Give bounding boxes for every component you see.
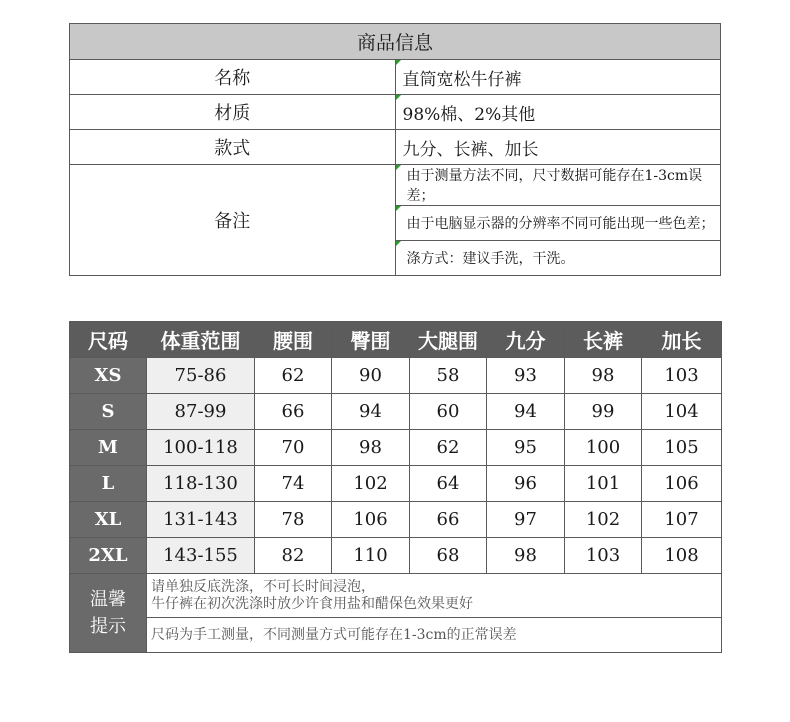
info-row-material	[70, 95, 721, 130]
hip-cell: 102	[332, 466, 410, 502]
size-cell: XL	[70, 502, 147, 538]
cropped-length-cell: 98	[487, 538, 565, 574]
hip-cell: 94	[332, 394, 410, 430]
product-info-table	[69, 23, 721, 276]
column-header: 腰围	[255, 322, 332, 358]
note-washing: 涤方式：建议手洗，干洗。	[395, 241, 721, 276]
long-length-cell: 102	[565, 502, 642, 538]
weight-cell: 87-99	[147, 394, 255, 430]
size-chart-header-row	[70, 322, 722, 358]
material-label: 材质	[70, 95, 396, 130]
comment-marker-icon	[396, 95, 401, 100]
tip-washing-line-2: 牛仔裤在初次洗涤时放少许食用盐和醋保色效果更好	[151, 595, 473, 612]
column-header: 九分	[487, 322, 565, 358]
cropped-length-cell: 93	[487, 358, 565, 394]
weight-cell: 100-118	[147, 430, 255, 466]
extra-long-length-cell: 106	[642, 466, 722, 502]
hip-cell: 110	[332, 538, 410, 574]
hip-cell: 106	[332, 502, 410, 538]
waist-cell: 78	[255, 502, 332, 538]
note-measurement: 由于测量方法不同，尺寸数据可能存在1-3cm误差；	[395, 165, 721, 206]
long-length-cell: 100	[565, 430, 642, 466]
info-row-style	[70, 130, 721, 165]
size-chart-table	[69, 321, 722, 653]
long-length-cell: 103	[565, 538, 642, 574]
product-info-title: 商品信息	[70, 24, 721, 60]
long-length-cell: 99	[565, 394, 642, 430]
table-row	[70, 430, 722, 466]
notes-label: 备注	[70, 165, 396, 276]
size-cell: S	[70, 394, 147, 430]
comment-marker-icon	[396, 60, 401, 65]
name-label: 名称	[70, 60, 396, 95]
comment-marker-icon	[396, 165, 401, 170]
tip-washing	[147, 574, 722, 618]
table-row	[70, 502, 722, 538]
size-cell: 2XL	[70, 538, 147, 574]
weight-cell: 131-143	[147, 502, 255, 538]
size-cell: XS	[70, 358, 147, 394]
hip-cell: 98	[332, 430, 410, 466]
waist-cell: 62	[255, 358, 332, 394]
column-header: 加长	[642, 322, 722, 358]
weight-cell: 118-130	[147, 466, 255, 502]
table-row	[70, 538, 722, 574]
style-label: 款式	[70, 130, 396, 165]
extra-long-length-cell: 103	[642, 358, 722, 394]
cropped-length-cell: 95	[487, 430, 565, 466]
tips-label: 温馨 提示	[70, 574, 147, 653]
info-row-note-1	[70, 165, 721, 206]
note-color: 由于电脑显示器的分辨率不同可能出现一些色差；	[395, 206, 721, 241]
tips-row	[70, 574, 722, 618]
info-row-name	[70, 60, 721, 95]
long-length-cell: 101	[565, 466, 642, 502]
extra-long-length-cell: 107	[642, 502, 722, 538]
thigh-cell: 60	[410, 394, 487, 430]
long-length-cell: 98	[565, 358, 642, 394]
tip-washing-line-1: 请单独反底洗涤，不可长时间浸泡，	[151, 578, 375, 595]
column-header: 尺码	[70, 322, 147, 358]
column-header: 臀围	[332, 322, 410, 358]
table-row	[70, 394, 722, 430]
waist-cell: 70	[255, 430, 332, 466]
weight-cell: 143-155	[147, 538, 255, 574]
size-cell: M	[70, 430, 147, 466]
thigh-cell: 58	[410, 358, 487, 394]
waist-cell: 82	[255, 538, 332, 574]
hip-cell: 90	[332, 358, 410, 394]
column-header: 体重范围	[147, 322, 255, 358]
comment-marker-icon	[396, 241, 401, 246]
tips-row	[70, 618, 722, 653]
weight-cell: 75-86	[147, 358, 255, 394]
column-header: 长裤	[565, 322, 642, 358]
extra-long-length-cell: 108	[642, 538, 722, 574]
thigh-cell: 68	[410, 538, 487, 574]
name-value: 直筒宽松牛仔裤	[395, 60, 721, 95]
cropped-length-cell: 97	[487, 502, 565, 538]
thigh-cell: 66	[410, 502, 487, 538]
extra-long-length-cell: 105	[642, 430, 722, 466]
cropped-length-cell: 96	[487, 466, 565, 502]
style-value: 九分、长裤、加长	[395, 130, 721, 165]
tip-measurement: 尺码为手工测量，不同测量方式可能存在1-3cm的正常误差	[147, 618, 722, 653]
comment-marker-icon	[396, 206, 401, 211]
thigh-cell: 62	[410, 430, 487, 466]
thigh-cell: 64	[410, 466, 487, 502]
table-row	[70, 358, 722, 394]
waist-cell: 66	[255, 394, 332, 430]
cropped-length-cell: 94	[487, 394, 565, 430]
column-header: 大腿围	[410, 322, 487, 358]
table-row	[70, 466, 722, 502]
waist-cell: 74	[255, 466, 332, 502]
size-cell: L	[70, 466, 147, 502]
extra-long-length-cell: 104	[642, 394, 722, 430]
material-value: 98%棉、2%其他	[395, 95, 721, 130]
